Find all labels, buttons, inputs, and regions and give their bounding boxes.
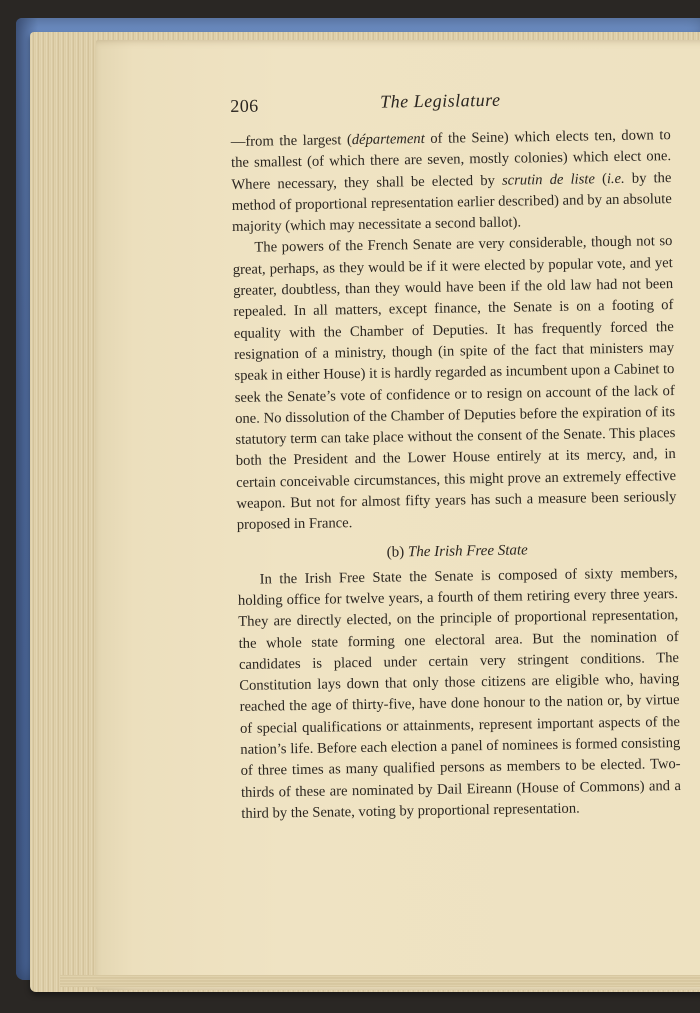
paragraph-3: In the Irish Free State the Senate is composed of sixty members, holding office for twelve years, a fourth of them retiring every three years. They are directly elected, on the principle of proportional representation, the whole state forming one electoral area. But the nomination of candidates is placed under certain very stringent conditions. The Constitution lays down that only those citizens are eligible who, having reached the age of thirty-five, have done honour to the nation or, by virtue of special qualifications or attainments, represent important aspects of the nation’s life. Before each election a panel of nominees is formed consisting of three times as many qualified persons as members to be elected. Two-thirds of these are nominated by Dail Eireann (House of Commons) and a third by the Senate, voting by proportional representation. (237, 564, 682, 822)
paragraph-1-text-a: —from the largest ( (230, 132, 352, 150)
section-title: The Irish Free State (407, 542, 528, 560)
paragraph-1 (231, 125, 673, 238)
page-number: 206 (230, 95, 259, 116)
paragraph-2: The powers of the French Senate are very considerable, though not so great, perhaps, as they would be if it were elected by popular vote, and yet greater, doubtless, than they would have been if the old law had not been repealed. In all matters, except finance, the Senate is on a footing of equality with the Chamber of Deputies. It has frequently forced the resignation of a ministry, though (in spite of the fact that ministers may speak in either House) it is hardly regarded as incumbent upon a Cabinet to seek the Senate’s vote of confidence or to resign on account of the lack of one. No dissolution of the Chamber of Deputies before the expiration of its statutory term can take place without the consent of the Senate. This places both the President and the Lower House entirely at its mercy, and, in certain conceivable circumstances, this might prove an extremely effective weapon. But not for almost fifty years has such a measure been seriously proposed in France. (232, 233, 677, 534)
paragraph-1-italic-b: scrutin de liste (501, 170, 596, 189)
running-title: The Legislature (380, 89, 501, 112)
page-content (230, 85, 681, 825)
paragraph-1-text-b: of the Seine) which elects ten, down to the smallest (of which there are seven, mostly colonies) which elect one. Where necessary, they shall be elected by (230, 127, 672, 193)
paragraph-1-italic-c: i.e. (606, 170, 625, 187)
paragraph-1-text-d: by the method of proportional representation earlier described) and by an absolute majority (which may necessitate a second ballot). (231, 169, 672, 236)
running-head (230, 85, 670, 122)
paragraph-1-italic-a: département (351, 130, 425, 149)
section-heading (237, 540, 677, 564)
section-marker: (b) (386, 543, 405, 561)
paragraph-1-text-c: ( (594, 170, 608, 187)
page-bottom-edge (60, 975, 700, 987)
